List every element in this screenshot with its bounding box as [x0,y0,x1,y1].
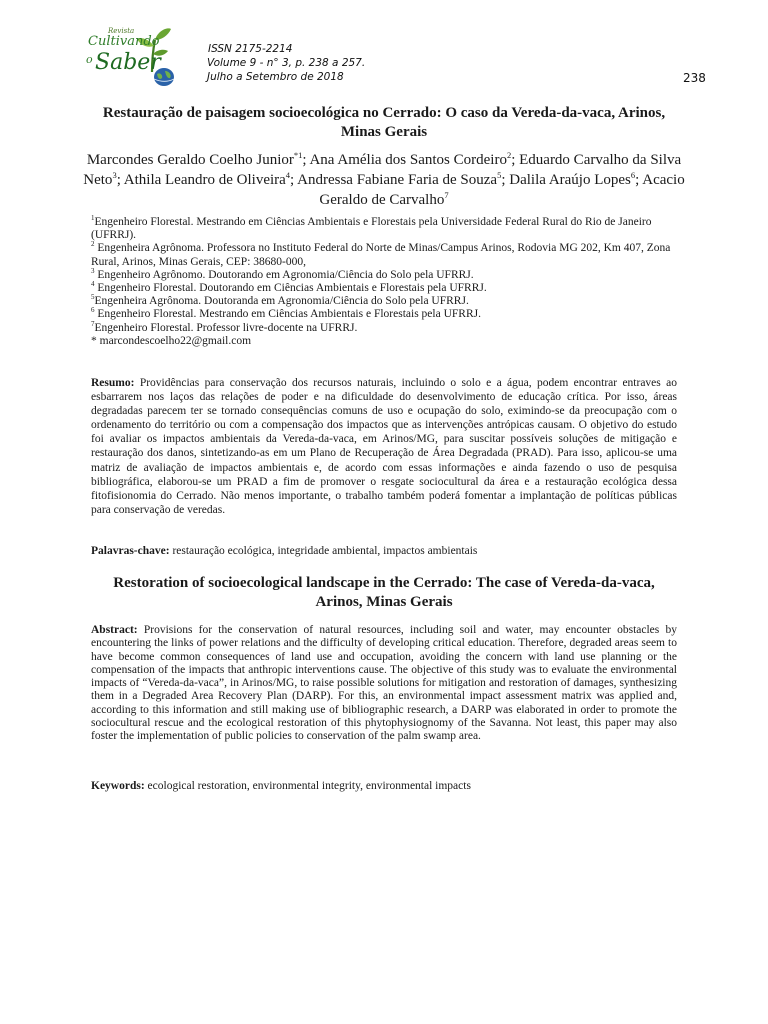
affiliation-text: Engenheiro Florestal. Mestrando em Ciências Ambientais e Florestais pela UFRRJ. [94,308,481,321]
author-list [70,150,698,210]
affiliation [91,282,686,295]
palavras-chave-label: Palavras-chave: [91,545,170,557]
title-portuguese [70,104,698,142]
affiliation-marker: 2 [91,240,95,249]
affiliation-marker: 7 [91,319,95,328]
resumo-paragraph [91,376,677,517]
abstract-paragraph [91,624,677,744]
affiliation-marker: 5 [91,293,95,302]
affiliation-text: Engenheiro Agrônomo. Doutorando em Agronomia/Ciência do Solo pela UFRRJ. [94,268,474,281]
journal-logo [86,26,182,90]
title-english [70,574,698,612]
keywords-text: ecological restoration, environmental integrity, environmental impacts [144,780,471,792]
author-name: ; Andressa Fabiane Faria de Souza [290,172,498,188]
issn-line: ISSN 2175-2214 [208,43,293,55]
affiliation [91,266,686,282]
logo-saber-text: Saber [95,50,161,75]
abstract-text: Provisions for the conservation of natural resources, including soil and water, may encounter obstacles by encountering the links of power relations and the difficulty of developing critical education. Therefore, degraded areas seem to have become common consequences of land use and occupation, avoiding the concern with land use planning or the compensation of the impacts that anthropic interventions cause. The objective of this study was to evaluate the environmental impacts of “Vereda-da-vaca”, in Arinos/MG, to raise possible solutions for mitigation and restoration of damages, synthesizing them in a Degraded Area Recovery Plan (DARP). For this, an environmental impact assessment matrix was applied and, according to this information and still making use of bibliographic research, a DARP was elaborated in order to promote the sociocultural rescue and the ecological restoration of this phytophysiognomy of the Savanna. Not least, this paper may also foster the implementation of public policies to conservation of the palm swamp area. [91,624,677,743]
affiliation [91,216,686,242]
author-name: ; Dalila Araújo Lopes [501,172,631,188]
affiliations [91,216,686,348]
affiliation [91,319,686,335]
journal-info [207,42,365,84]
affiliation-marker: 1 [91,214,95,223]
author-marker: 4 [285,170,291,180]
affiliation-text: Engenheira Agrônoma. Doutoranda em Agronomia/Ciência do Solo pela UFRRJ. [94,295,469,308]
affiliation-text: Engenheira Agrônoma. Professora no Instituto Federal do Norte de Minas/Campus Arinos, Rodovia MG 202, Km 407, Zona Rural, Arinos, Minas Gerais, CEP: 38680-000, [91,242,671,268]
logo-cultivando-text: Cultivando [88,34,160,49]
volume-line: Volume 9 - n° 3, p. 238 a 257. [207,57,366,69]
palavras-chave [91,544,477,558]
author-marker: 3 [112,170,117,180]
page-number: 238 [683,71,706,85]
author-name: ; Athila Leandro de Oliveira [116,172,286,188]
resumo-label: Resumo: [91,377,135,389]
author-marker: *1 [293,150,303,160]
keywords-label: Keywords: [91,780,145,792]
affiliation-marker: 6 [91,306,95,315]
title-en-line1: Restoration of socioecological landscape in the Cerrado: The case of Vereda-da-vaca, [113,575,655,591]
logo-o-text: o [86,53,93,66]
author-name: ; Ana Amélia dos Santos Cordeiro [302,152,507,168]
title-pt-line2: Minas Gerais [340,124,428,140]
affiliation [91,242,686,268]
author-marker: 6 [630,170,636,180]
logo-revista-text: Revista [108,27,135,35]
affiliation-marker: 3 [91,266,95,275]
keywords [91,779,471,793]
affiliation-text: Engenheiro Florestal. Professor livre-docente na UFRRJ. [94,321,358,334]
author-marker: 2 [506,150,512,160]
author-marker: 7 [444,190,449,200]
author-marker: 5 [497,170,502,180]
corresponding-email: * marcondescoelho22@gmail.com [91,334,252,347]
affiliation-text: Engenheiro Florestal. Doutorando em Ciências Ambientais e Florestais pela UFRRJ. [94,282,487,295]
period-line: Julho a Setembro de 2018 [207,71,344,83]
affiliation-marker: 4 [91,280,95,289]
resumo-text: Providências para conservação dos recursos naturais, incluindo o solo e a água, podem encontrar entraves ao esbarrarem nos laços das relações de poder e na dificuldade do desenvolvimento de educação crítica. Por isso, áreas degradadas parecem ter se tornado consequências comuns de uso e ocupação do solo, eximindo-se da preocupação com o ordenamento do território ou com a compensação dos impactos que as intervenções antrópicas causam. O objetivo do estudo foi avaliar os impactos ambientais da Vereda-da-vaca, em Arinos/MG, para suscitar possíveis soluções de mitigação e restauração dos danos, sintetizando-as em um Plano de Recuperação de Área Degradada (PRAD). Para isso, aplicou-se uma matriz de avaliação de impactos ambientais e, de acordo com essas informações e ainda fazendo o uso de pesquisa bibliográfica, elaborou-se um PRAD a fim de promover o resgate sociocultural da área e a restauração ecológica dessa fitofisionomia do Cerrado. Não menos importante, o trabalho também poderá fomentar a implantação de políticas públicas para conservação de veredas. [91,377,677,516]
title-pt-line1: Restauração de paisagem socioecológica no Cerrado: O caso da Vereda-da-vaca, Arinos, [102,105,666,121]
author-name: Marcondes Geraldo Coelho Junior [86,152,294,168]
palavras-chave-text: restauração ecológica, integridade ambiental, impactos ambientais [169,545,478,557]
author-name: ; Acacio Geraldo de Carvalho [319,172,685,208]
affiliation [91,308,686,321]
title-en-line2: Arinos, Minas Gerais [315,594,453,610]
affiliation [91,295,686,308]
abstract-label: Abstract: [91,624,138,636]
affiliation-text: Engenheiro Florestal. Mestrando em Ciências Ambientais e Florestais pela Universidade Federal Rural do Rio de Janeiro (UFRRJ). [91,216,652,242]
author-name: ; Eduardo Carvalho da Silva Neto [83,152,682,188]
